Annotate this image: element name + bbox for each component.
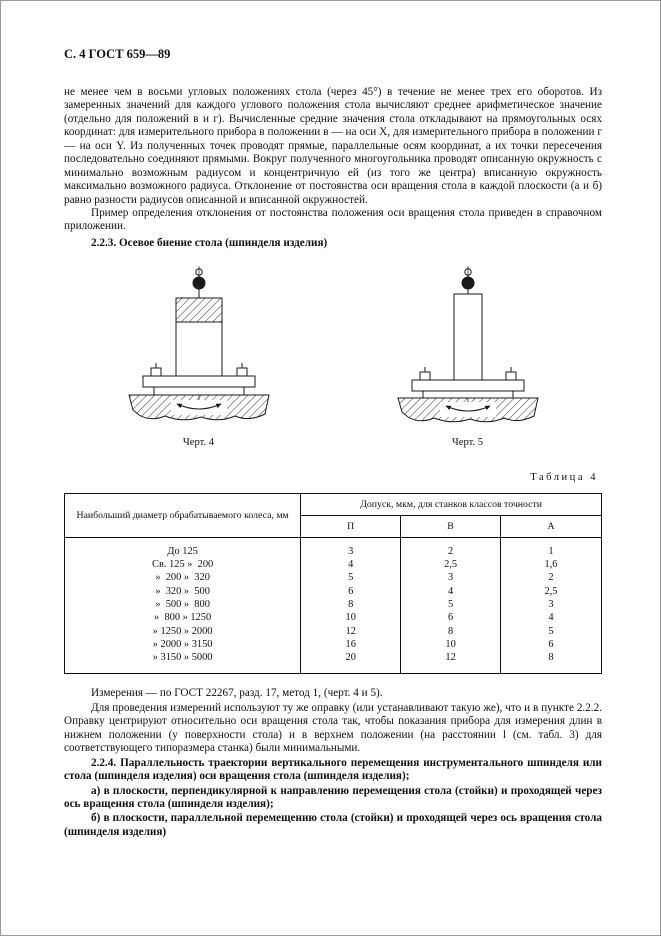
cell-a: 6 — [501, 638, 602, 651]
class-header-p: П — [301, 515, 401, 537]
cell-p: 8 — [301, 598, 401, 611]
cell-v: 4 — [401, 585, 501, 598]
figure-4-caption: Черт. 4 — [182, 437, 215, 449]
paragraph-example-note: Пример определения отклонения от постоянства положения оси вращения стола приведен в справочном приложении. — [64, 206, 602, 233]
cell-p: 12 — [301, 625, 401, 638]
table-subplate — [154, 387, 244, 395]
paragraph-axis-rotation: не менее чем в восьми угловых положениях стола (через 45°) в течение не менее трех его оборотов. Из замеренных значений для каждого углового положения стола вычисляют среднее арифметическое значение (отдельно для положений в и г). Вычисленные средние значения стола откладывают на прямоугольных осях координат: для измерительного прибора в положении в — на оси X, для измерительного прибора в положении г — на оси Y. Из полученных точек проводят прямые, параллельные осям координат, а их точки пересечения последовательно соединяют прямыми. Вокруг полученного многоугольника проводят описанную окружность с минимально возможным радиусом и концентричную ей (из того же центра) вписанную окружность максимально возможного радиуса. Отклонение от постоянства оси вращения стола в каждой плоскости (а и б) равно разности радиусов описанной и вписанной окружностей. — [64, 86, 602, 206]
cell-p: 6 — [301, 585, 401, 598]
cell-v: 3 — [401, 571, 501, 584]
class-header-v: В — [401, 515, 501, 537]
cell-v: 8 — [401, 625, 501, 638]
cell-v: 12 — [401, 651, 501, 674]
table-row — [65, 638, 602, 651]
class-header-a: А — [501, 515, 602, 537]
table-row — [65, 585, 602, 598]
cell-p: 5 — [301, 571, 401, 584]
cell-p: 10 — [301, 611, 401, 624]
figure-5 — [333, 264, 602, 450]
cell-v: 2,5 — [401, 558, 501, 571]
figure-4-drawing — [99, 264, 299, 432]
cell-diameter: » 200 » 320 — [65, 571, 301, 584]
paragraph-mandrel-setup: Для проведения измерений используют ту же оправку (или устанавливают такую же), что и в пункте 2.2.2. Оправку центрируют относительно оси вращения стола так, чтобы показания прибора для измерения длин в нижнем положении (у поверхности стола) и в верхнем положении (на расстоянии l (см. табл. 3) для соответствующего типоразмера станка) были минимальными. — [64, 701, 602, 755]
table-row — [65, 571, 602, 584]
cell-diameter: » 2000 » 3150 — [65, 638, 301, 651]
table-subplate — [423, 391, 513, 398]
table-row — [65, 598, 602, 611]
cell-diameter: » 800 » 1250 — [65, 611, 301, 624]
table-row — [65, 558, 602, 571]
table-col1-header: Наибольший диаметр обрабатываемого колеса, мм — [65, 493, 301, 537]
table-plate — [412, 380, 524, 391]
section-2-2-4-heading: 2.2.4. Параллельность траектории вертикального перемещения инструментального шпинделя или стола (шпинделя изделия) оси вращения стола (шпинделя изделия); — [64, 756, 602, 783]
cell-v: 10 — [401, 638, 501, 651]
item-b: б) в плоскости, параллельной перемещению стола (стойки) и проходящей через ось вращения стола (шпинделя изделия) — [64, 812, 602, 838]
cell-p: 4 — [301, 558, 401, 571]
test-mandrel — [454, 294, 482, 380]
tolerance-table — [64, 493, 602, 675]
cell-p: 20 — [301, 651, 401, 674]
item-a: а) в плоскости, перпендикулярной к направлению перемещения стола (стойки) и проходящей через ось вращения стола (шпинделя изделия); — [64, 784, 602, 810]
cell-a: 1,6 — [501, 558, 602, 571]
figures-row — [64, 264, 602, 450]
cell-diameter: Св. 125 » 200 — [65, 558, 301, 571]
cell-a: 4 — [501, 611, 602, 624]
table-plate — [143, 376, 255, 387]
hatched-section — [176, 298, 222, 322]
figure-5-drawing — [368, 264, 568, 432]
cell-diameter: » 320 » 500 — [65, 585, 301, 598]
cell-v: 6 — [401, 611, 501, 624]
table-label: Таблица 4 — [530, 471, 598, 483]
cell-v: 2 — [401, 537, 501, 558]
cell-v: 5 — [401, 598, 501, 611]
paragraph-measurements: Измерения — по ГОСТ 22267, разд. 17, метод 1, (черт. 4 и 5). — [91, 687, 383, 700]
cell-diameter: » 1250 » 2000 — [65, 625, 301, 638]
table-row — [65, 611, 602, 624]
cell-a: 2,5 — [501, 585, 602, 598]
cell-p: 3 — [301, 537, 401, 558]
cell-diameter: До 125 — [65, 537, 301, 558]
cell-diameter: » 500 » 800 — [65, 598, 301, 611]
cell-p: 16 — [301, 638, 401, 651]
figure-5-caption: Черт. 5 — [451, 437, 484, 449]
cell-diameter: » 3150 » 5000 — [65, 651, 301, 674]
cell-a: 5 — [501, 625, 602, 638]
figure-4 — [64, 264, 333, 450]
cell-a: 1 — [501, 537, 602, 558]
section-2-2-3-heading: 2.2.3. Осевое биение стола (шпинделя изделия) — [91, 236, 328, 249]
table-row — [65, 537, 602, 558]
cell-a: 8 — [501, 651, 602, 674]
table-row — [65, 625, 602, 638]
cell-a: 2 — [501, 571, 602, 584]
cell-a: 3 — [501, 598, 602, 611]
table-span-header: Допуск, мкм, для станков классов точности — [301, 493, 602, 515]
page-header: С. 4 ГОСТ 659—89 — [64, 47, 171, 61]
table-row — [65, 651, 602, 674]
